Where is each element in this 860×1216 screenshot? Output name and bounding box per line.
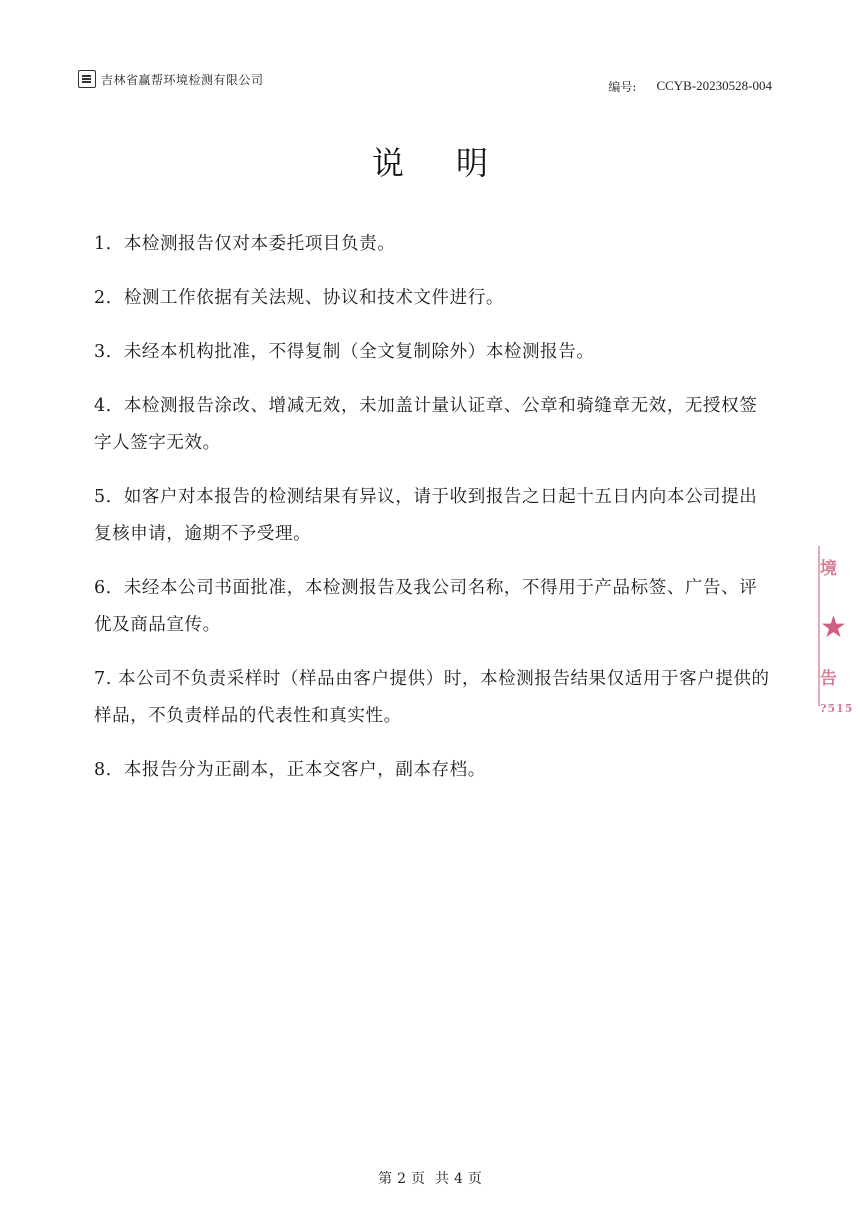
note-item: 2．检测工作依据有关法规、协议和技术文件进行。 bbox=[94, 288, 504, 308]
page-title: 说明 bbox=[371, 144, 540, 182]
report-number-label: 编号: bbox=[608, 80, 637, 94]
note-item: 3．未经本机构批准，不得复制（全文复制除外）本检测报告。 bbox=[94, 342, 595, 362]
report-number-value: CCYB-20230528-004 bbox=[656, 78, 772, 93]
footer-suffix: 页 bbox=[467, 1171, 482, 1187]
note-item: 5．如客户对本报告的检测结果有异议，请于收到报告之日起十五日内向本公司提出复核申请，逾期不予受理。 bbox=[94, 487, 758, 544]
note-item: 7. 本公司不负责采样时（样品由客户提供）时，本检测报告结果仅适用于客户提供的样品，不负责样品的代表性和真实性。 bbox=[94, 669, 770, 726]
company-name: 吉林省赢帮环境检测有限公司 bbox=[101, 72, 264, 87]
page-footer bbox=[0, 1168, 860, 1188]
company-logo-icon bbox=[78, 70, 96, 88]
report-number bbox=[608, 78, 772, 95]
footer-page-number: 2 bbox=[397, 1171, 406, 1187]
footer-total-pages: 4 bbox=[454, 1171, 463, 1187]
notes-list bbox=[94, 226, 774, 806]
seam-seal bbox=[818, 540, 860, 720]
note-item: 4．本检测报告涂改、增减无效，未加盖计量认证章、公章和骑缝章无效，无授权签字人签字无效。 bbox=[94, 396, 758, 453]
note-item: 1．本检测报告仅对本委托项目负责。 bbox=[94, 234, 396, 254]
footer-page-word: 页 bbox=[411, 1171, 425, 1187]
footer-prefix: 第 bbox=[378, 1171, 393, 1187]
footer-total-word: 共 bbox=[435, 1171, 449, 1187]
seal-char: 境 bbox=[820, 559, 837, 579]
seal-char: 告 bbox=[820, 669, 837, 689]
note-item: 6．未经本公司书面批准，本检测报告及我公司名称，不得用于产品标签、广告、评优及商品宣传。 bbox=[94, 578, 758, 635]
note-item: 8．本报告分为正副本，正本交客户，副本存档。 bbox=[94, 760, 486, 780]
company-header bbox=[78, 70, 264, 88]
seal-number: ?515 bbox=[820, 702, 854, 715]
star-icon: ★ bbox=[820, 610, 847, 645]
